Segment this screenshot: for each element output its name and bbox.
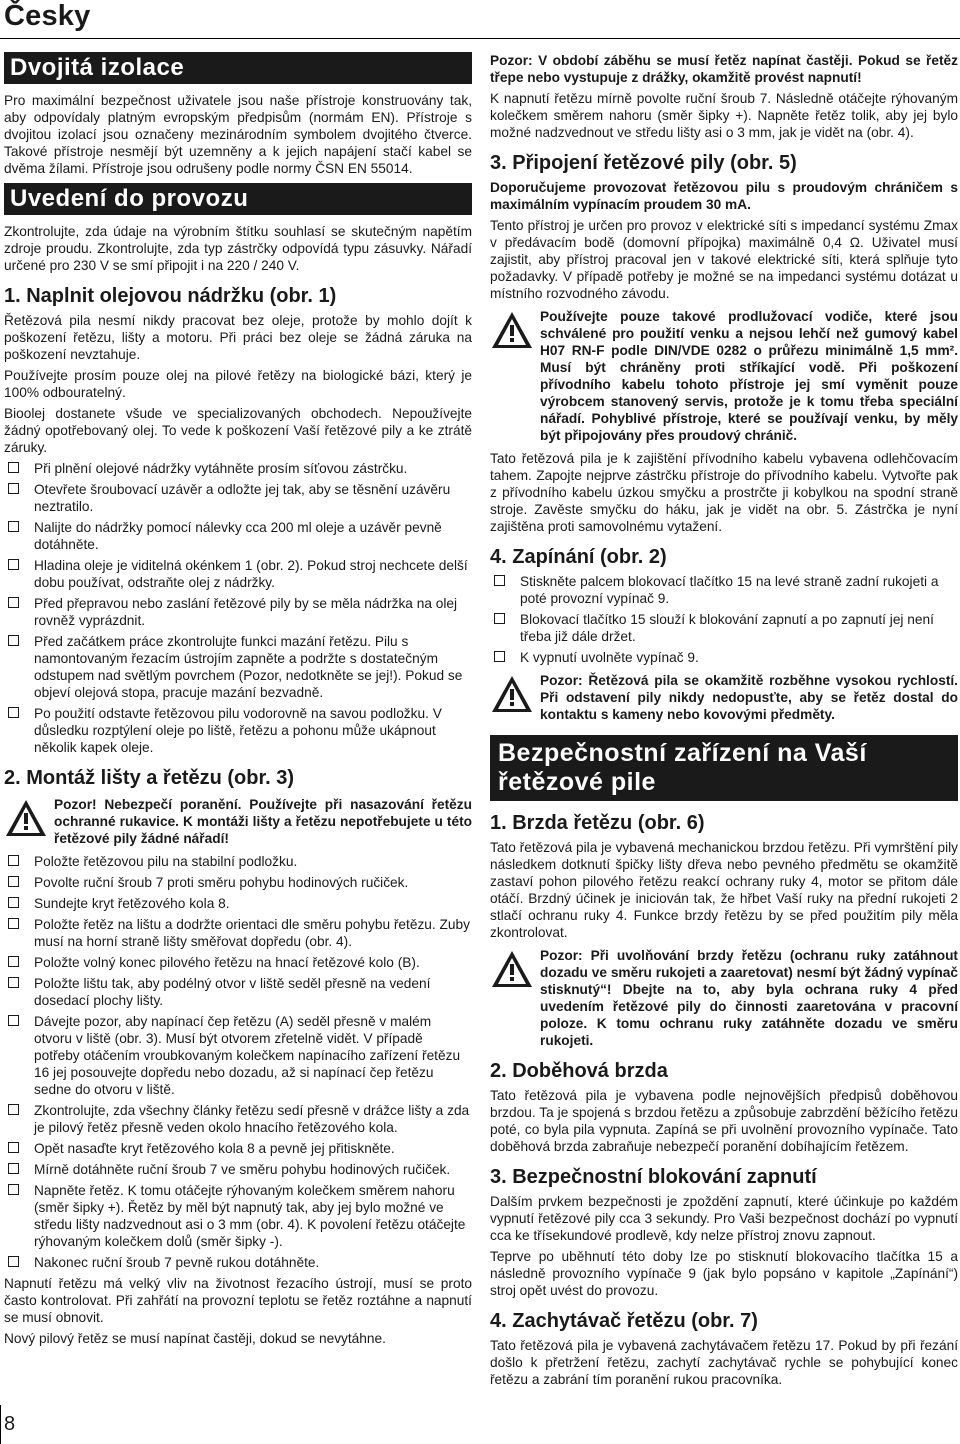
page-number-rule bbox=[0, 1405, 1, 1444]
warning-block bbox=[4, 796, 472, 847]
checkbox-icon bbox=[8, 1163, 19, 1174]
warning-text: Pozor! Nebezpečí poranění. Používejte při nasazování řetězu ochranné rukavice. K montáži lišty a řetězu nepotřebujete u této řetězové pily žádné nářadí! bbox=[54, 797, 472, 846]
checkbox-icon bbox=[8, 897, 19, 908]
list-item: Položte volný konec pilového řetězu na hnací řetězové kolo (B). bbox=[4, 954, 472, 971]
list-item: Otevřete šroubovací uzávěr a odložte jej tak, aby se těsnění uzávěru neztratilo. bbox=[4, 481, 472, 515]
heading-switching-on: 4. Zapínání (obr. 2) bbox=[490, 546, 667, 568]
chain-brake-text: Tato řetězová pila je vybavená mechanickou brzdou řetězu. Při vymrštění pily následkem dotknutí špičky lišty dřeva nebo pevného předmětu se okamžitě zastaví pohon pilového řetězu reakcí ochrany ruky 4, motor se přitom dále otáčí. Brzdný účinek je iniciován tak, že hřbet Vaší ruky na přední rukojeti 2 stlačí ochranu ruky 4. Funkce brzdy řetězu by se před použitím pily měla zkontrolovat. bbox=[490, 840, 958, 940]
checkbox-icon bbox=[8, 559, 19, 570]
list-item: Položte řetěz na lištu a dodržte orientaci dle směru pohybu řetězu. Zuby musí na horní straně lišty směřovat dopředu (obr. 4). bbox=[4, 916, 472, 950]
warning-triangle-icon bbox=[490, 310, 534, 350]
heading-safety-lock: 3. Bezpečnostní blokování zapnutí bbox=[490, 1166, 817, 1188]
warning-triangle-icon bbox=[490, 949, 534, 989]
heading-connection: 3. Připojení řetězové pily (obr. 5) bbox=[490, 152, 797, 174]
rcd-recommendation: Doporučujeme provozovat řetězovou pilu s proudovým chráničem s maximálním vypínacím proudem 30 mA. bbox=[490, 180, 958, 212]
list-item: Hladina oleje je viditelná okénkem 1 (obr. 2). Pokud stroj nechcete delší dobu používat, odstraňte olej z nádržky. bbox=[4, 557, 472, 591]
list-item: Před začátkem práce zkontrolujte funkci mazání řetězu. Pilu s namontovaným řezacím ústrojím zapněte a podržte s dostatečným odstupem nad světlým povrchem (Pozor, nedotkněte se jej!). Pokud se objeví olejová stopa, pracuje mazání bezvadně. bbox=[4, 633, 472, 701]
heading-chain-brake: 1. Brzda řetězu (obr. 6) bbox=[490, 812, 705, 834]
checkbox-icon bbox=[8, 956, 19, 967]
double-insulation-text: Pro maximální bezpečnost uživatele jsou naše přístroje konstruovány tak, aby odpovídaly platným evropským předpisům (normám EN). Přístroje s dvojitou izolací jsou označeny mezinárodním symbolem dvojitého čtverce. Takové přístroje nesmějí být uzemněny a k jejich napájení stačí kabel se dvěma žílami. Přístroje jsou odrušeny podle normy ČSN EN 55014. bbox=[4, 93, 472, 176]
list-item: Sundejte kryt řetězového kola 8. bbox=[4, 895, 472, 912]
checkbox-icon bbox=[8, 1142, 19, 1153]
section-title-double-insulation: Dvojitá izolace bbox=[4, 52, 472, 84]
warning-text: Pozor: Při uvolňování brzdy řetězu (ochranu ruky zatáhnout dozadu ve směru rukojeti a zaaretovat) nesmí být žádný vypínač stisknutý“! Dbejte na to, aby byla ochrana ruky 4 před uvedením řetězové pily do činnosti zaaretována v pracovní poloze. K tomu ochranu ruky zatáhněte dozadu ve směru rukojeti. bbox=[540, 948, 958, 1048]
oil-paragraph-2: Používejte prosím pouze olej na pilové řetězy na biologické bázi, který je 100% odbouratelný. bbox=[4, 368, 472, 400]
warning-block bbox=[490, 947, 958, 1049]
checkbox-icon bbox=[8, 918, 19, 929]
left-column bbox=[4, 46, 472, 1351]
warning-triangle-icon bbox=[4, 798, 48, 838]
list-item: Před přepravou nebo zaslání řetězové pily by se měla nádržka na olej rovněž vyprázdnit. bbox=[4, 595, 472, 629]
impedance-text: Tento přístroj je určen pro provoz v elektrické síti s impedancí systému Zmax v předávacím bodě (domovní přípojka) maximálně 0,4 Ω. Uživatel musí zajistit, aby přístroj pracoval jen v takové elektrické síti, která splňuje tyto požadavky. V případě potřeby je možné se na impedanci systému dotázat u místního rozvodného závodu. bbox=[490, 218, 958, 301]
checkbox-icon bbox=[8, 635, 19, 646]
checkbox-icon bbox=[8, 977, 19, 988]
warning-text: Používejte pouze takové prodlužovací vodiče, které jsou schválené pro použití venku a nejsou lehčí než gumový kabel H07 RN-F podle DIN/VDE 0282 o průřezu minimálně 1,5 mm². Musí být chráněny proti stříkající vodě. Při poškození přívodního kabelu tohoto přístroje jej smí vyměnit pouze výrobcem stanovený servis, protože je k tomu třeba speciální nářadí. Pohyblivé přístroje, které se používají venku, by měly být připojovány přes proudový chránič. bbox=[540, 309, 958, 443]
new-chain-paragraph: Nový pilový řetěz se musí napínat častěji, dokud se nevytáhne. bbox=[4, 1331, 386, 1346]
warning-triangle-icon bbox=[490, 674, 534, 714]
list-item: Nakonec ruční šroub 7 pevně rukou dotáhněte. bbox=[4, 1254, 472, 1271]
checkbox-icon bbox=[494, 651, 505, 662]
assembly-checklist bbox=[4, 853, 472, 1271]
list-item: Dávejte pozor, aby napínací čep řetězu (A) seděl přesně v malém otvoru v liště (obr. 3). Musí být otvorem zřetelně vidět. V případě potřeby otáčením vroubkovaným kolečkem napínacího zařízení řetězu 16 jej posouvejte dopředu nebo dozadu, až si napínací čep řetězu sedne do otvoru v liště. bbox=[4, 1013, 472, 1098]
checkbox-icon bbox=[494, 575, 505, 586]
safety-lock-text-2: Teprve po uběhnutí této doby lze po stisknutí blokovacího tlačítka 15 a následně provozního vypínače 9 (jak bylo popsáno v kapitole „Zapínání“) stroj opět uvést do provozu. bbox=[490, 1249, 958, 1298]
list-item: Stiskněte palcem blokovací tlačítko 15 na levé straně zadní rukojeti a poté provozní vypínač 9. bbox=[490, 573, 958, 607]
chain-tension-paragraph: Napnutí řetězu má velký vliv na životnost řezacího ústrojí, musí se proto často kontrolovat. Při zahřátí na provozní teplotu se řetěz roztáhne a napnutí se musí obnovit. bbox=[4, 1276, 472, 1325]
safety-lock-text: Dalším prvkem bezpečnosti je zpoždění zapnutí, které účinkuje po každém vypnutí řetězové pily cca 3 sekundy. Pro Vaši bezpečnost dochází po vypnutí cca ke třísekundové prodlevě, kdy nelze přístroj znovu zapnout. bbox=[490, 1194, 958, 1243]
checkbox-icon bbox=[8, 521, 19, 532]
page-number: 8 bbox=[4, 1413, 16, 1435]
warning-block bbox=[490, 308, 958, 444]
top-divider bbox=[0, 38, 960, 39]
section-title-commissioning: Uvedení do provozu bbox=[4, 183, 472, 215]
checkbox-icon bbox=[8, 1104, 19, 1115]
switch-checklist bbox=[490, 573, 958, 666]
list-item: Položte řetězovou pilu na stabilní podložku. bbox=[4, 853, 472, 870]
cable-strain-relief-text: Tato řetězová pila je k zajištění přívodního kabelu vybavena odlehčovacím tahem. Zapojte nejprve zástrčku přístroje do přívodního kabelu. Vytvořte pak z přívodního kabelu úzkou smyčku a prostrčte ji kobylkou na spodní straně stroje. Zavěste smyčku do háku, jak je vidět na obr. 5. Zástrčka je nyní zajištěna proti samovolnému vytažení. bbox=[490, 451, 958, 534]
list-item: Blokovací tlačítko 15 slouží k blokování zapnutí a po zapnutí jej není třeba již dále držet. bbox=[490, 611, 958, 645]
list-item: Po použití odstavte řetězovou pilu vodorovně na savou podložku. V důsledku rozptýlení oleje po liště, řetězu a pohonu může ukápnout několik kapek oleje. bbox=[4, 705, 472, 756]
heading-fill-oil-tank: 1. Naplnit olejovou nádržku (obr. 1) bbox=[4, 285, 337, 307]
chain-catcher-text: Tato řetězová pila je vybavená zachytávačem řetězu 17. Pokud by při řezání došlo k přetržení řetězu, zachytí zachytávač rychle se pohybující konec řetězu a zabrání tím poranění rukou pracovníka. bbox=[490, 1338, 958, 1387]
list-item: Povolte ruční šroub 7 proti směru pohybu hodinových ručiček. bbox=[4, 874, 472, 891]
checkbox-icon bbox=[8, 855, 19, 866]
checkbox-icon bbox=[8, 483, 19, 494]
section-title-safety-devices: Bezpečnostní zařízení na Vaší řetězové pile bbox=[490, 735, 958, 801]
tension-instructions: K napnutí řetězu mírně povolte ruční šroub 7. Následně otáčejte rýhovaným kolečkem směrem nahoru (směr šipky +). Napněte řetěz tolik, aby jej bylo možné nadzvednout ve středu lišty asi o 3 mm, jak je vidět na (obr. 4). bbox=[490, 91, 958, 140]
list-item: K vypnutí uvolněte vypínač 9. bbox=[490, 649, 958, 666]
oil-paragraph-3: Bioolej dostanete všude ve specializovaných obchodech. Nepoužívejte žádný opotřebovaný olej. To vede k poškození Vaší řetězové pily a ke ztrátě záruky. bbox=[4, 406, 472, 455]
checkbox-icon bbox=[8, 1015, 19, 1026]
heading-run-down-brake: 2. Doběhová brzda bbox=[490, 1060, 668, 1082]
checkbox-icon bbox=[8, 597, 19, 608]
language-heading: Česky bbox=[4, 0, 91, 32]
list-item: Napněte řetěz. K tomu otáčejte rýhovaným kolečkem směrem nahoru (směr šipky +). Řetěz by měl být napnutý tak, aby jej bylo možné ve středu lišty nadzvednout asi o 3 mm (obr. 4). K povolení řetězu otáčejte rýhovaným kolečkem dolů (směr šipky -). bbox=[4, 1182, 472, 1250]
checkbox-icon bbox=[8, 707, 19, 718]
checkbox-icon bbox=[494, 613, 505, 624]
list-item: Mírně dotáhněte ruční šroub 7 ve směru pohybu hodinových ručiček. bbox=[4, 1161, 472, 1178]
oil-paragraph-1: Řetězová pila nesmí nikdy pracovat bez oleje, protože by mohlo dojít k poškození řetězu, lišty a motoru. Při práci bez oleje se žádná záruka na poškození nevztahuje. bbox=[4, 313, 472, 362]
run-down-brake-text: Tato řetězová pila je vybavena podle nejnovějších předpisů doběhovou brzdou. Ta je spojená s brzdou řetězu a způsobuje zabrzdění běžícího řetězu poté, co byla pila vypnuta. Zapíná se při uvolnění provozního vypínače. Tato doběhová brzda zabraňuje nebezpečí poranění dobíhajícím řetězem. bbox=[490, 1088, 958, 1154]
checkbox-icon bbox=[8, 876, 19, 887]
heading-chain-catcher: 4. Zachytávač řetězu (obr. 7) bbox=[490, 1310, 758, 1332]
list-item: Při plnění olejové nádržky vytáhněte prosím síťovou zástrčku. bbox=[4, 460, 472, 477]
oil-checklist bbox=[4, 460, 472, 756]
warning-block bbox=[490, 672, 958, 723]
checkbox-icon bbox=[8, 1256, 19, 1267]
checkbox-icon bbox=[8, 462, 19, 473]
list-item: Nalijte do nádržky pomocí nálevky cca 200 ml oleje a uzávěr pevně dotáhněte. bbox=[4, 519, 472, 553]
list-item: Položte lištu tak, aby podélný otvor v liště seděl přesně na vedení dosedací plochy lišty. bbox=[4, 975, 472, 1009]
heading-bar-chain-assembly: 2. Montáž lišty a řetězu (obr. 3) bbox=[4, 767, 295, 789]
checkbox-icon bbox=[8, 1184, 19, 1195]
warning-text: Pozor: Řetězová pila se okamžitě rozběhne vysokou rychlostí. Při odstavení pily nikdy nedopusťte, aby se řetěz dostal do kontaktu s kameny nebo kovovými předměty. bbox=[540, 673, 958, 722]
right-column bbox=[490, 52, 958, 1392]
commissioning-text: Zkontrolujte, zda údaje na výrobním štítku souhlasí se skutečným napětím zdroje proudu. Zkontrolujte, zda typ zástrčky odpovídá typu zásuvky. Nářadí určené pro 230 V se smí připojit i na 220 / 240 V. bbox=[4, 224, 472, 273]
list-item: Opět nasaďte kryt řetězového kola 8 a pevně jej přitiskněte. bbox=[4, 1140, 472, 1157]
list-item: Zkontrolujte, zda všechny články řetězu sedí přesně v drážce lišty a zda je pilový řetěz přesně veden okolo hnacího řetězového kola. bbox=[4, 1102, 472, 1136]
run-in-warning: Pozor: V období záběhu se musí řetěz napínat častěji. Pokud se řetěz třepe nebo vystupuje z drážky, okamžitě provést napnutí! bbox=[490, 53, 958, 85]
